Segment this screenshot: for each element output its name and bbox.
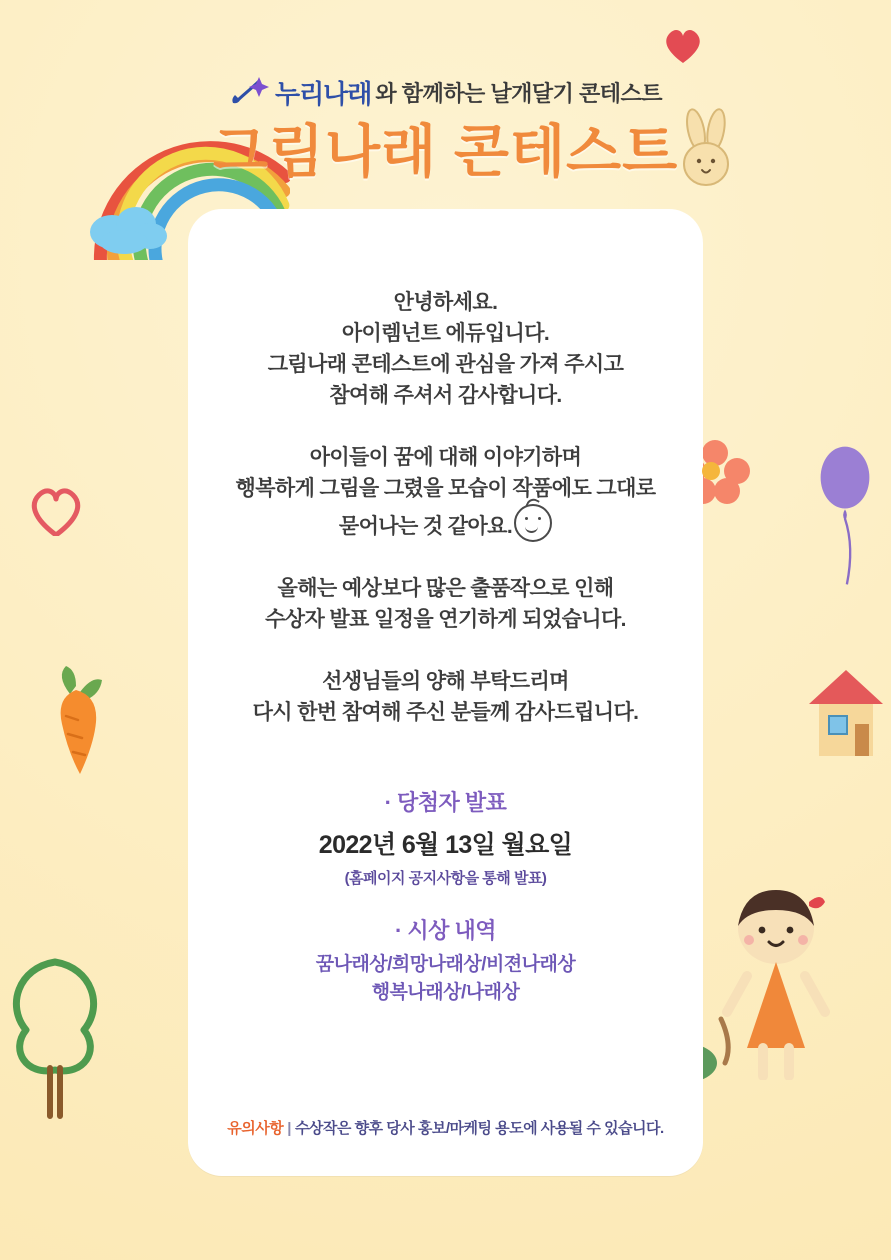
- cloud-icon: [84, 198, 174, 256]
- spacer: [188, 635, 703, 666]
- paragraph2-line-3-text: 묻어나는 것 같아요.: [338, 515, 513, 538]
- carrot-icon: [40, 660, 112, 780]
- awards-line-2: 행복나래상/나래상: [371, 982, 520, 1003]
- page-title: 그림나래 콘테스트: [212, 120, 679, 184]
- greeting-line-4: 참여해 주셔서 감사합니다.: [329, 384, 562, 407]
- announcement-date: 2022년 6월 13일 월요일: [318, 831, 573, 859]
- house-icon: [801, 650, 891, 770]
- greeting-line-2: 아이렘넌트 에듀입니다.: [341, 322, 550, 345]
- spacer: [188, 888, 703, 914]
- footer-text: 수상작은 향후 당사 홍보/마케팅 용도에 사용될 수 있습니다.: [294, 1120, 664, 1137]
- spacer: [188, 728, 703, 786]
- paragraph3-line-2: 수상자 발표 일정을 연기하게 되었습니다.: [265, 608, 626, 631]
- balloons-icon: [807, 440, 883, 590]
- tree-icon: [0, 950, 110, 1120]
- paragraph3-line-1: 올해는 예상보다 많은 출품작으로 인해: [277, 577, 614, 600]
- awards-section-title: · 시상 내역: [394, 918, 497, 943]
- paragraph2-line-2: 행복하게 그림을 그렸을 모습이 작품에도 그대로: [235, 477, 656, 500]
- awards-line-1: 꿈나래상/희망나래상/비젼나래상: [315, 954, 576, 975]
- brand-suffix: 와 함께하는 날개달기 콘테스트: [375, 81, 663, 106]
- footer-note: [188, 1117, 703, 1138]
- greeting-line-3: 그림나래 콘테스트에 관심을 가져 주시고: [267, 353, 624, 376]
- heart-icon: [30, 488, 82, 536]
- heart-icon: [663, 28, 703, 64]
- announcement-note: (홈페이지 공지사항을 통해 발표): [344, 870, 547, 887]
- paragraph2-line-1: 아이들이 꿈에 대해 이야기하며: [309, 446, 582, 469]
- greeting-line-1: 안녕하세요.: [393, 291, 498, 314]
- paragraph4-line-2: 다시 한번 참여해 주신 분들께 감사드립니다.: [252, 701, 639, 724]
- spacer: [188, 411, 703, 442]
- spacer: [188, 542, 703, 573]
- footer-warning-label: 유의사항: [227, 1120, 284, 1137]
- footer-separator: |: [287, 1120, 291, 1137]
- announcement-section-title: · 당첨자 발표: [384, 790, 507, 815]
- paragraph2-line-3: [188, 504, 703, 542]
- content-card: [188, 209, 703, 1176]
- brand-name: 누리나래: [274, 79, 372, 109]
- paragraph4-line-1: 선생님들의 양해 부탁드리며: [322, 670, 569, 693]
- smiling-face-icon: [514, 504, 552, 542]
- poster-header: [0, 0, 891, 210]
- card-body: [188, 209, 703, 1007]
- fairy-star-icon: [229, 75, 273, 105]
